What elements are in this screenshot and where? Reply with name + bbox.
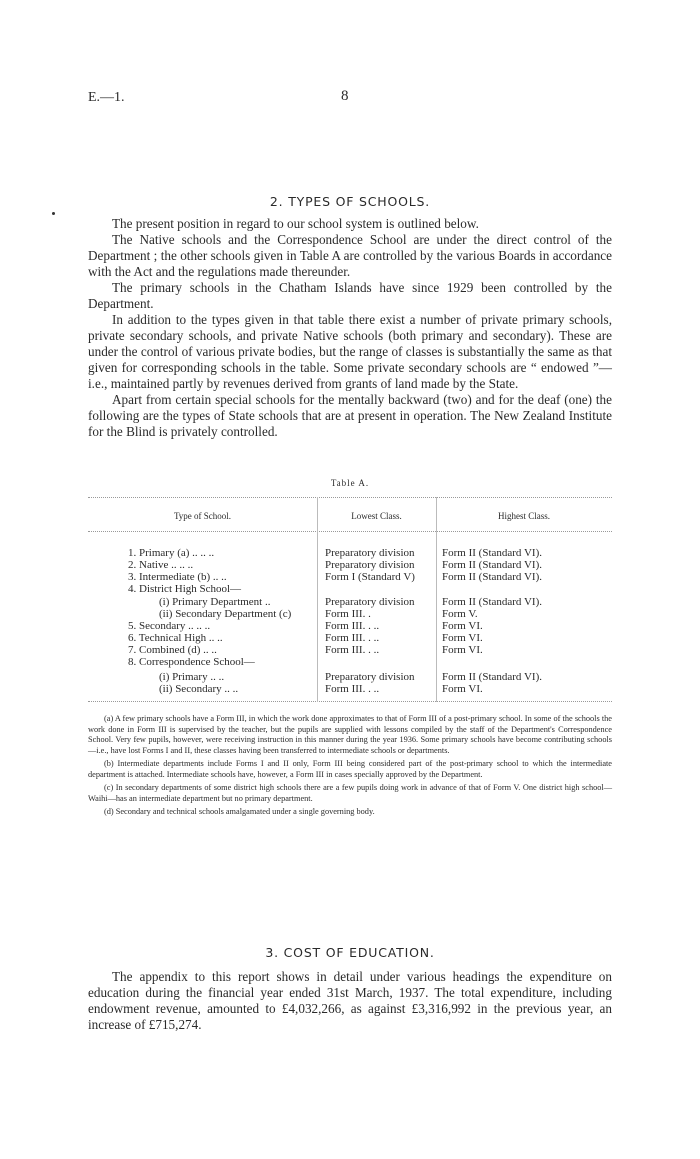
cell-type: (ii) Secondary Department (c): [159, 608, 292, 620]
cell-highest: Form II (Standard VI).: [442, 596, 542, 608]
cell-type: 8. Correspondence School—: [128, 656, 255, 668]
cell-lowest: Preparatory division: [325, 671, 415, 683]
table-header-rule: [88, 531, 612, 532]
footnote: (d) Secondary and technical schools amalgamated under a single governing body.: [104, 807, 375, 816]
paragraph: The appendix to this report shows in detail under various headings the expenditure on education during the financial year ended 31st March, 1937. The total expenditure, including endowment revenue, amounted to £4,032,266, as against £3,316,992 in the previous year, an increase of £715,274.: [88, 969, 612, 1032]
cell-highest: Form VI.: [442, 683, 483, 695]
cell-lowest: Form III. . ..: [325, 644, 380, 656]
cell-lowest: Preparatory division: [325, 596, 415, 608]
cell-type: 3. Intermediate (b) .. ..: [128, 571, 227, 583]
cell-lowest: Form I (Standard V): [325, 571, 415, 583]
column-header-highest: Highest Class.: [497, 511, 550, 521]
cell-lowest: Form III. . ..: [325, 683, 380, 695]
cell-highest: Form VI.: [442, 632, 483, 644]
section-cost-body: [88, 969, 612, 1033]
cell-type: 5. Secondary .. .. ..: [128, 620, 211, 632]
page-number: 8: [341, 88, 349, 104]
section-types-body: [88, 216, 612, 440]
column-divider: [436, 497, 437, 702]
cell-lowest: Preparatory division: [325, 547, 415, 559]
table-a: [88, 497, 612, 702]
table-top-rule: [88, 497, 612, 498]
cell-highest: Form V.: [442, 608, 478, 620]
column-header-type: Type of School.: [173, 511, 232, 521]
cell-type: (i) Primary Department ..: [159, 596, 271, 608]
margin-mark: [52, 212, 55, 215]
cell-highest: Form II (Standard VI).: [442, 559, 542, 571]
table-footnotes: [88, 714, 612, 821]
cell-lowest: Form III. . ..: [325, 632, 380, 644]
table-caption: Table A.: [330, 478, 370, 488]
footnote: (b) Intermediate departments include Forms I and II only, Form III being considered part of the post-primary school to which the intermediate department is attached. Intermediate schools have, however, a Form III in cases specially approved by the Department.: [88, 759, 612, 779]
cell-type: 1. Primary (a) .. .. ..: [128, 547, 215, 559]
column-header-lowest: Lowest Class.: [351, 511, 402, 521]
cell-highest: Form VI.: [442, 620, 483, 632]
paragraph: The present position in regard to our school system is outlined below.: [112, 216, 479, 231]
cell-lowest: Preparatory division: [325, 559, 415, 571]
cell-type: (i) Primary .. ..: [159, 671, 225, 683]
cell-highest: Form II (Standard VI).: [442, 571, 542, 583]
paragraph: The Native schools and the Correspondence School are under the direct control of the Department ; the other schools given in Table A are controlled by the various Boards in accordance with the Act and the regulations made thereunder.: [88, 232, 612, 279]
paragraph: The primary schools in the Chatham Islands have since 1929 been controlled by the Department.: [88, 280, 612, 311]
section-title-cost-of-education: 3. COST OF EDUCATION.: [265, 945, 435, 960]
footnote: (c) In secondary departments of some district high schools there are a few pupils doing work in advance of that of Form V. One district high school—Waihi—has an intermediate department but no primary department.: [88, 783, 612, 803]
page-header-ref: E.—1.: [88, 90, 125, 105]
cell-lowest: Form III. .: [325, 608, 371, 620]
footnote: (a) A few primary schools have a Form III, in which the work done approximates to that of Form III of a post-primary school. In some of the schools the work done in Form III is supervised by the teacher, but the pupils are supplied with lessons compiled by the staff of the Department's Correspondence School. Very few pupils, however, were receiving instruction in this manner during the year 1936. Some primary schools have become contributing schools—i.e., have lost Forms I and II, these classes having been transferred to intermediate schools or departments.: [88, 714, 612, 755]
paragraph: Apart from certain special schools for the mentally backward (two) and for the deaf (one) the following are the types of State schools that are at present in operation. The New Zealand Institute for the Blind is privately controlled.: [88, 392, 612, 439]
cell-type: 2. Native .. .. ..: [128, 559, 194, 571]
cell-highest: Form II (Standard VI).: [442, 547, 542, 559]
cell-type: 7. Combined (d) .. ..: [128, 644, 217, 656]
cell-highest: Form VI.: [442, 644, 483, 656]
cell-lowest: Form III. . ..: [325, 620, 380, 632]
cell-type: 6. Technical High .. ..: [128, 632, 223, 644]
cell-type: 4. District High School—: [128, 583, 242, 595]
cell-highest: Form II (Standard VI).: [442, 671, 542, 683]
paragraph: In addition to the types given in that table there exist a number of private primary schools, private secondary schools, and private Native schools (both primary and secondary). These are under the control of various private bodies, but the range of classes is substantially the same as that given for corresponding schools in the table. Some private secondary schools are “ endowed ”—i.e., maintained partly by revenues derived from grants of land made by the State.: [88, 312, 612, 391]
section-title-types-of-schools: 2. TYPES OF SCHOOLS.: [269, 194, 431, 209]
cell-type: (ii) Secondary .. ..: [159, 683, 239, 695]
table-bottom-rule: [88, 701, 612, 702]
